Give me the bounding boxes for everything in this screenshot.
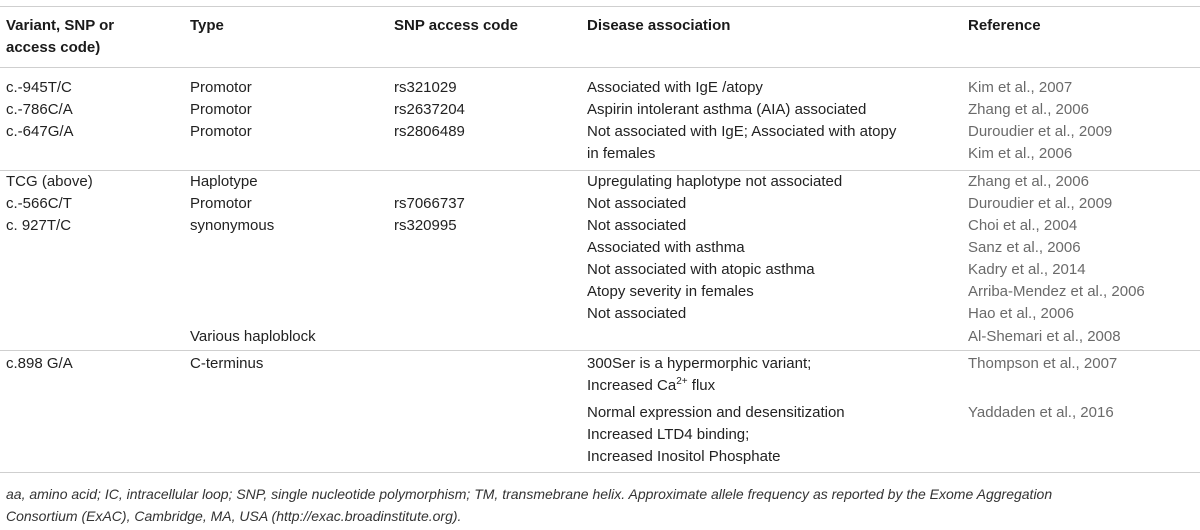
cell-reference: Kim et al., 2006 <box>968 145 1073 162</box>
cell-association: Not associated <box>587 217 687 234</box>
cell-reference: Kadry et al., 2014 <box>968 261 1086 278</box>
column-header-variant: access code) <box>6 39 101 56</box>
cell-variant: TCG (above) <box>6 173 93 190</box>
cell-reference: Duroudier et al., 2009 <box>968 123 1113 140</box>
cell-reference: Arriba-Mendez et al., 2006 <box>968 283 1145 300</box>
cell-variant: c. 927T/C <box>6 217 72 234</box>
cell-variant: c.898 G/A <box>6 355 73 372</box>
column-header-type: Type <box>190 17 224 34</box>
cell-association: Increased Inositol Phosphate <box>587 448 781 465</box>
cell-association: 300Ser is a hypermorphic variant; <box>587 355 812 372</box>
assoc-text: Increased Ca <box>587 377 677 394</box>
cell-type: Various haploblock <box>190 328 316 345</box>
cell-association <box>587 375 715 397</box>
cell-reference: Zhang et al., 2006 <box>968 173 1089 190</box>
cell-snp: rs320995 <box>394 217 457 234</box>
cell-association: Atopy severity in females <box>587 283 754 300</box>
cell-reference: Kim et al., 2007 <box>968 79 1073 96</box>
cell-association: in females <box>587 145 656 162</box>
table-top-rule <box>0 6 1200 7</box>
cell-snp: rs321029 <box>394 79 457 96</box>
row-divider <box>0 350 1200 351</box>
cell-reference: Zhang et al., 2006 <box>968 101 1089 118</box>
cell-reference: Hao et al., 2006 <box>968 305 1074 322</box>
assoc-text: flux <box>687 377 716 394</box>
cell-reference: Sanz et al., 2006 <box>968 239 1081 256</box>
cell-association: Aspirin intolerant asthma (AIA) associated <box>587 101 867 118</box>
cell-reference: Duroudier et al., 2009 <box>968 195 1113 212</box>
cell-type: Promotor <box>190 79 252 96</box>
cell-association: Upregulating haplotype not associated <box>587 173 843 190</box>
cell-type: Promotor <box>190 123 252 140</box>
cell-association: Normal expression and desensitization <box>587 404 845 421</box>
cell-association: Not associated with atopic asthma <box>587 261 815 278</box>
cell-type: C-terminus <box>190 355 264 372</box>
column-header-disease: Disease association <box>587 17 731 34</box>
cell-association: Not associated <box>587 195 687 212</box>
cell-type: Promotor <box>190 101 252 118</box>
cell-variant: c.-786C/A <box>6 101 73 118</box>
cell-association: Not associated <box>587 305 687 322</box>
cell-variant: c.-945T/C <box>6 79 72 96</box>
cell-association: Associated with asthma <box>587 239 745 256</box>
cell-variant: c.-566C/T <box>6 195 72 212</box>
table-bottom-rule <box>0 472 1200 473</box>
cell-reference: Yaddaden et al., 2016 <box>968 404 1114 421</box>
column-header-variant: Variant, SNP or <box>6 17 115 34</box>
footnote-line: aa, amino acid; IC, intracellular loop; SNP, single nucleotide polymorphism; TM, transmebrane helix. Approximate allele frequency as reported by the Exome Aggregation <box>6 486 1053 502</box>
cell-association: Not associated with IgE; Associated with atopy <box>587 123 897 140</box>
cell-reference: Thompson et al., 2007 <box>968 355 1118 372</box>
column-header-reference: Reference <box>968 17 1041 34</box>
cell-type: Haplotype <box>190 173 258 190</box>
table-footnote <box>6 483 1196 527</box>
cell-snp: rs2637204 <box>394 101 465 118</box>
cell-reference: Choi et al., 2004 <box>968 217 1078 234</box>
column-header-snp: SNP access code <box>394 17 518 34</box>
cell-reference: Al-Shemari et al., 2008 <box>968 328 1121 345</box>
footnote-line: Consortium (ExAC), Cambridge, MA, USA (http://exac.broadinstitute.org). <box>6 508 462 524</box>
superscript: 2+ <box>676 376 688 387</box>
header-bottom-rule <box>0 67 1200 68</box>
cell-association: Associated with IgE /atopy <box>587 79 763 96</box>
cell-snp: rs7066737 <box>394 195 465 212</box>
cell-variant: c.-647G/A <box>6 123 74 140</box>
cell-snp: rs2806489 <box>394 123 465 140</box>
cell-type: synonymous <box>190 217 275 234</box>
cell-type: Promotor <box>190 195 252 212</box>
cell-association: Increased LTD4 binding; <box>587 426 750 443</box>
